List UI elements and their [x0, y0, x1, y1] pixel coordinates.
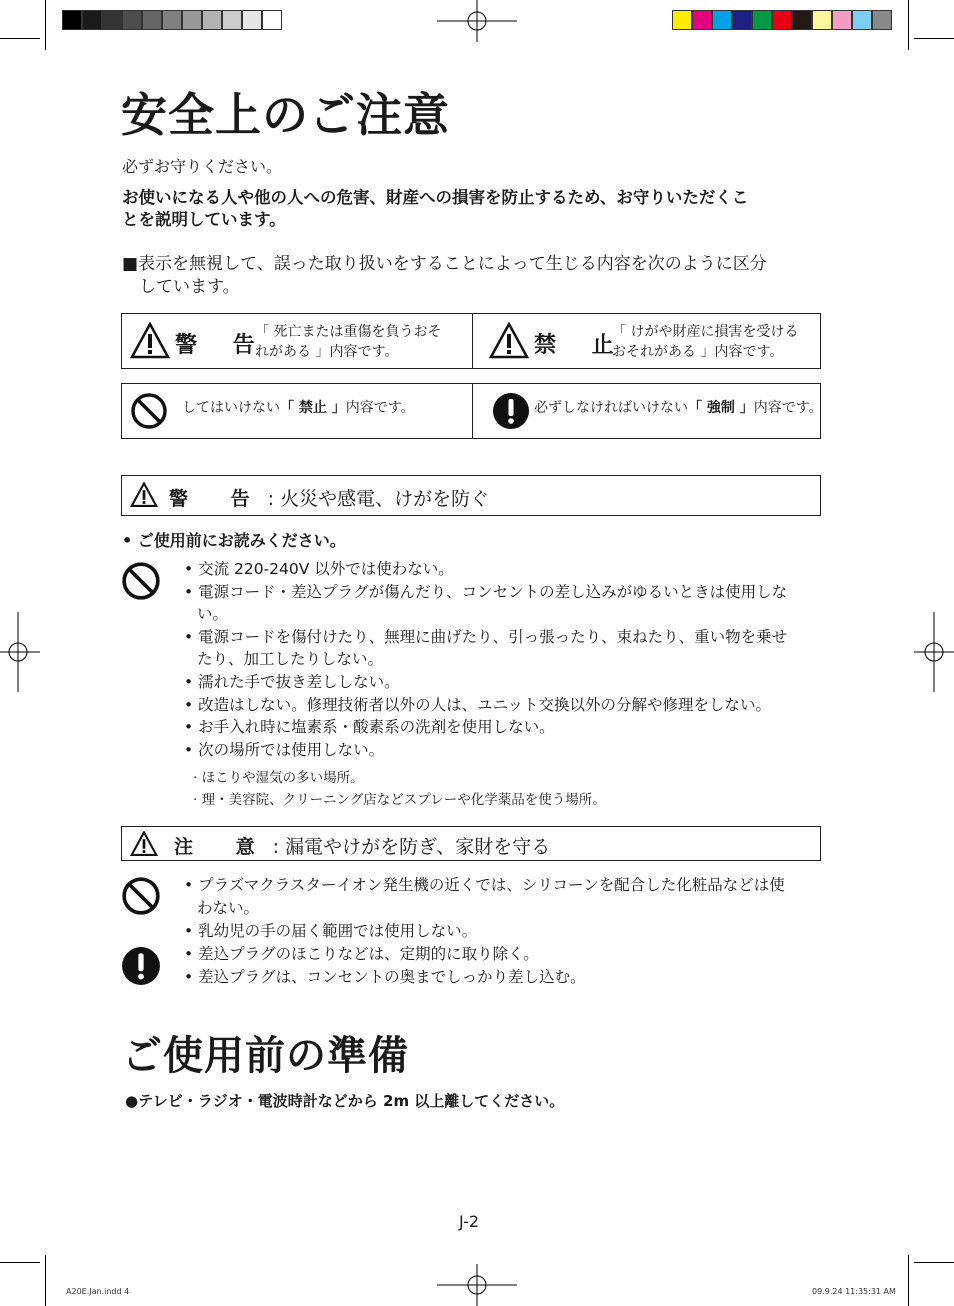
caution-item: わない。 — [197, 899, 260, 917]
color-swatch — [672, 10, 692, 30]
color-swatch — [732, 10, 752, 30]
caution-label: 禁 止 — [534, 333, 628, 358]
warning-item: • 電源コード・差込プラグが傷んだり、コンセントの差し込みがゆるいときは使用しな — [184, 582, 788, 601]
caution-triangle-icon — [489, 322, 529, 360]
color-swatch — [712, 10, 732, 30]
warning-section-header — [121, 475, 821, 516]
warning-item: • 交流 220-240V 以外では使わない。 — [184, 560, 454, 578]
legend-symbol-box — [121, 383, 821, 439]
gray-swatch — [102, 10, 122, 30]
caution-triangle-icon — [130, 831, 158, 857]
mandatory-icon — [121, 946, 161, 986]
warning-item: • 改造はしない。修理技術者以外の人は、ユニット交換以外の分解や修理をしない。 — [184, 695, 771, 714]
gray-swatch — [242, 10, 262, 30]
warning-item: • お手入れ時に塩素系・酸素系の洗剤を使用しない。 — [184, 718, 555, 737]
intro-classification: ■表示を無視して、誤った取り扱いをすることによって生じる内容を次のように区分 — [122, 254, 767, 274]
registration-mark-right — [914, 612, 954, 692]
intro-bold-line: お使いになる人や他の人への危害、財産への損害を防止するため、お守りいただくこ — [122, 188, 749, 207]
gray-swatch — [62, 10, 82, 30]
mandatory-icon — [492, 392, 530, 430]
legend-severity-box — [121, 313, 821, 369]
caution-section-label: 注 意 — [174, 836, 273, 858]
color-swatch — [792, 10, 812, 30]
caution-item: • プラズマクラスターイオン発生機の近くでは、シリコーンを配合した化粧品などは使 — [184, 876, 785, 894]
prohibition-key: 「 禁止 」 — [280, 400, 346, 416]
warning-item: • 濡れた手で抜き差ししない。 — [184, 673, 400, 691]
prohibition-suffix: 内容です。 — [345, 400, 415, 416]
gray-swatch — [262, 10, 282, 30]
prohibition-text: してはいけない — [182, 400, 280, 416]
read-before-use: • ご使用前にお読みください。 — [122, 531, 346, 550]
warning-section-label: 警 告 — [169, 488, 268, 510]
mandatory-text: 必ずしなければいけない — [534, 400, 688, 416]
caution-item: • 差込プラグは、コンセントの奥までしっかり差し込む。 — [184, 968, 586, 986]
caution-section-title — [174, 832, 550, 859]
warning-label: 警 告 — [175, 333, 269, 358]
footer-timestamp: 09.9.24 11:35:31 AM — [812, 1287, 896, 1296]
page-title: 安全上のご注意 — [121, 88, 450, 142]
gray-swatch — [222, 10, 242, 30]
gray-swatch — [122, 10, 142, 30]
gray-swatch — [202, 10, 222, 30]
color-swatch — [812, 10, 832, 30]
color-swatch — [852, 10, 872, 30]
mandatory-description — [534, 398, 823, 418]
registration-mark-top — [437, 0, 517, 42]
caution-description-cont: おそれがある 」内容です。 — [612, 344, 784, 360]
prohibition-icon — [121, 561, 161, 601]
warning-item: • 電源コードを傷付けたり、無理に曲げたり、引っ張ったり、束ねたり、重い物を乗せ — [184, 627, 788, 646]
warning-item: たり、加工したりしない。 — [197, 650, 384, 669]
caution-item: • 差込プラグのほこりなどは、定期的に取り除く。 — [184, 945, 539, 963]
warning-triangle-icon — [130, 322, 170, 360]
color-swatch — [832, 10, 852, 30]
intro-bold-line-cont: とを説明しています。 — [122, 210, 286, 229]
warning-item: い。 — [197, 605, 229, 624]
gray-swatch — [182, 10, 202, 30]
prohibition-icon — [121, 876, 161, 916]
prohibition-description — [182, 398, 415, 418]
warning-triangle-icon — [130, 482, 158, 508]
warning-subitem: · ほこりや湿気の多い場所。 — [193, 770, 364, 786]
registration-mark-bottom — [437, 1264, 517, 1306]
color-swatch — [692, 10, 712, 30]
gray-swatch — [162, 10, 182, 30]
page-number: J-2 — [459, 1212, 480, 1231]
warning-item: • 次の場所では使用しない。 — [184, 740, 385, 759]
mandatory-suffix: 内容です。 — [753, 400, 823, 416]
gray-swatch — [142, 10, 162, 30]
warning-subitem: · 理・美容院、クリーニング店などスプレーや化学薬品を使う場所。 — [193, 792, 606, 808]
intro-classification-cont: しています。 — [139, 277, 240, 297]
warning-section-title — [169, 484, 489, 511]
warning-description: 「 死亡または重傷を負うおそ — [255, 324, 442, 340]
registration-mark-left — [0, 612, 40, 692]
prep-title: ご使用前の準備 — [122, 1033, 409, 1079]
warning-section-subtitle: : 火災や感電、けがを防ぐ — [267, 488, 490, 510]
color-swatch — [872, 10, 892, 30]
caution-item: • 乳幼児の手の届く範囲では使用しない。 — [184, 922, 478, 940]
color-swatch — [772, 10, 792, 30]
gray-swatch — [82, 10, 102, 30]
footer-file: A20E.Jan.indd 4 — [66, 1287, 130, 1296]
caution-section-subtitle: : 漏電やけがを防ぎ、家財を守る — [272, 836, 551, 858]
mandatory-key: 「 強制 」 — [688, 400, 754, 416]
caution-section-header — [121, 826, 821, 861]
prep-note: ●テレビ・ラジオ・電波時計などから 2m 以上離してください。 — [125, 1092, 565, 1110]
caution-description: 「 けがや財産に損害を受ける — [612, 324, 799, 340]
prohibition-icon — [130, 392, 168, 430]
color-swatch — [752, 10, 772, 30]
warning-description-cont: れがある 」内容です。 — [255, 344, 399, 360]
intro-line: 必ずお守りください。 — [122, 157, 283, 176]
